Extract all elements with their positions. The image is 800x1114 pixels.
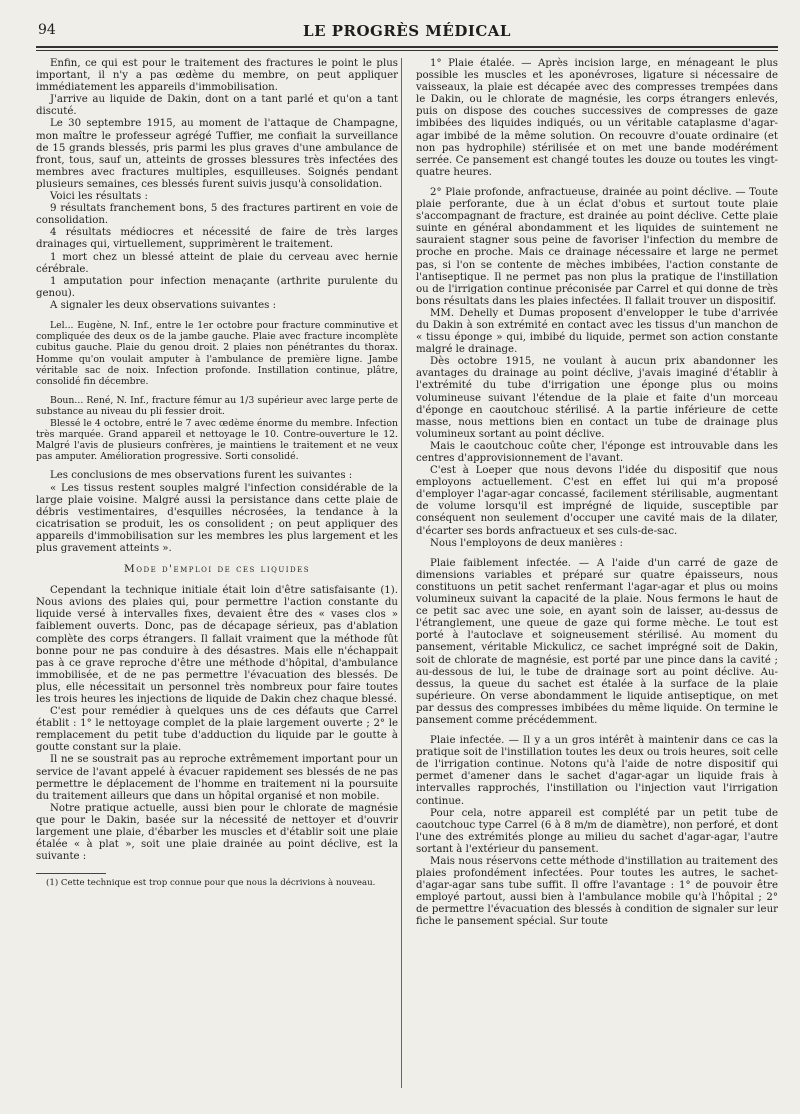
paragraph: A signaler les deux observations suivantes : bbox=[50, 299, 277, 311]
paragraph: Nous l'employons de deux manières : bbox=[430, 537, 623, 549]
column-divider bbox=[401, 58, 402, 1088]
journal-title: LE PROGRÈS MÉDICAL bbox=[303, 22, 511, 40]
paragraph: Plaie infectée. — Il y a un gros intérêt à maintenir dans ce cas la pratique soit de l'instillation toutes les deux ou trois heures, soit celle de l'irrigation continue. Notons qu'à l'aide de notre dispositif qui permet d'amener dans le sachet d'agar-agar un liquide frais à intervalles rapprochés, l'instillation ou l'injection vaut l'irrigation continue. bbox=[416, 735, 778, 807]
paragraph: 1 mort chez un blessé atteint de plaie du cerveau avec hernie cérébrale. bbox=[36, 251, 398, 275]
paragraph: 2° Plaie profonde, anfractueuse, drainée au point déclive. — Toute plaie perforante, due à un éclat d'obus et surtout toute plaie s'accompagnant de fracture, est drainée au point déclive. Cette plaie suinte en général abondamment et les liquides de suintement ne sauraient stagner sous peine de favoriser l'infection du membre de proche en proche. Mais ce drainage nécessaire et large ne permet pas, si l'on se contente de mèches imbibées, l'action constante de l'antiseptique. Il ne permet pas non plus la pratique de l'instillation ou de l'irrigation continue préconisée par Carrel et qui donne de très bons résultats dans les plaies infectées. Il fallait trouver un dispositif. bbox=[416, 186, 778, 307]
paragraph: Mais le caoutchouc coûte cher, l'éponge est introuvable dans les centres d'approvisionnement de l'avant. bbox=[416, 440, 778, 464]
footnote-rule bbox=[36, 873, 106, 874]
spacer bbox=[36, 387, 398, 395]
observation: Lel... Eugène, N. Inf., entre le 1er octobre pour fracture comminutive et compliquée des deux os de la jambe gauche. Plaie avec fracture incomplète cubitus gauche. Plaie du genou droit. 2 plaies non pénétrantes du thorax. Homme qu'on voulait amputer à l'ambulance de première ligne. Jambe véritable sac de noix. Infection profonde. Instillation continue, plâtre, consolidé fin décembre. bbox=[36, 319, 398, 387]
paragraph: J'arrive au liquide de Dakin, dont on a tant parlé et qu'on a tant discuté. bbox=[36, 94, 398, 118]
paragraph: Il ne se soustrait pas au reproche extrêmement important pour un service de l'avant appelé à évacuer rapidement ses blessés de ne pas permettre le déplacement de l'homme en traitement ni la poursuite du traitement ailleurs que dans un hôpital organisé et non mobile. bbox=[36, 754, 398, 802]
section-heading: Mode d'emploi de ces liquides bbox=[123, 563, 311, 576]
left-column bbox=[36, 58, 398, 889]
paragraph: Cependant la technique initiale était loin d'être satisfaisante (1). Nous avions des plaies qui, pour permettre l'action constante du liquide versé à intervalles fixes, devaient être des « vases clos » faiblement ouverts. Donc, pas de décapage sérieux, pas d'ablation complète des corps étrangers. Il fallait vraiment que la méthode fût bonne pour ne pas conduire à des désastres. Mais elle n'échappait pas à ce grave reproche d'être une méthode d'hôpital, d'ambulance immobilisée, et de ne pas permettre l'évacuation des blessés. De plus, elle nécessitait un personnel très nombreux pour faire toutes les trois heures les injections de liquide de Dakin chez chaque blessé. bbox=[36, 585, 398, 705]
paragraph: Voici les résultats : bbox=[50, 191, 148, 203]
paragraph: Enfin, ce qui est pour le traitement des fractures le point le plus important, il n'y a pas œdème du membre, on peut appliquer immédiatement les appareils d'immobilisation. bbox=[36, 58, 398, 94]
paragraph: Les conclusions de mes observations furent les suivantes : bbox=[50, 470, 353, 482]
paragraph: Dès octobre 1915, ne voulant à aucun prix abandonner les avantages du drainage au point déclive, j'avais imaginé d'établir à l'extrémité du tube d'irrigation une éponge plus ou moins volumineuse suivant l'étendue de la plaie et faite d'un morceau d'éponge en caoutchouc stérilisé. A la partie inférieure de cette masse, nous mettions bien en contact un tube de drainage plus volumineux sortant au point déclive. bbox=[416, 356, 778, 440]
spacer bbox=[416, 727, 778, 735]
page-number: 94 bbox=[38, 22, 56, 38]
paragraph: 4 résultats médiocres et nécessité de faire de très larges drainages qui, virtuellement, supprimèrent le traitement. bbox=[36, 227, 398, 251]
observation: Blessé le 4 octobre, entré le 7 avec œdème énorme du membre. Infection très marquée. Grand appareil et nettoyage le 10. Contre-ouverture le 12. Malgré l'avis de plusieurs confrères, je maintiens le traitement et ne veux pas amputer. Amélioration progressive. Sorti consolidé. bbox=[36, 417, 398, 463]
paragraph: 1 amputation pour infection menaçante (arthrite purulente du genou). bbox=[36, 275, 398, 299]
observations-block bbox=[36, 320, 398, 462]
paragraph: Le 30 septembre 1915, au moment de l'attaque de Champagne, mon maître le professeur agrégé Tuffier, me confiait la surveillance de 15 grands blessés, pris parmi les plus graves d'une ambulance de front, tous, sauf un, atteints de grosses blessures très infectées des membres avec fractures multiples, esquilleuses. Soignés pendant plusieurs semaines, ces blessés furent suivis jusqu'à consolidation. bbox=[36, 118, 398, 190]
spacer bbox=[36, 462, 398, 470]
paragraph: 9 résultats franchement bons, 5 des fractures partirent en voie de consolidation. bbox=[36, 203, 398, 227]
paragraph: C'est pour remédier à quelques uns de ces défauts que Carrel établit : 1° le nettoyage complet de la plaie largement ouverte ; 2° le remplacement du petit tube d'adduction du liquide par le goutte à goutte constant sur la plaie. bbox=[36, 706, 398, 754]
quotation: « Les tissus restent souples malgré l'infection considérable de la large plaie voisine. Malgré aussi la persistance dans cette plaie de débris vestimentaires, d'esquilles nécrosées, la tendance à la cicatrisation se produit, les os consolident ; on peut appliquer des appareils d'immobilisation sur les membres les plus largement et les plus gravement atteints ». bbox=[36, 482, 398, 554]
paragraph: Plaie faiblement infectée. — A l'aide d'un carré de gaze de dimensions variables et préparé sur quatre épaisseurs, nous constituons un petit sachet renfermant l'agar-agar et plus ou moins volumineux suivant la capacité de la plaie. Nous fermons le haut de ce petit sac avec une soie, en ayant soin de laisser, au-dessus de l'étranglement, une queue de gaze qui forme mèche. Le tout est porté à l'autoclave et soigneusement stérilisé. Au moment du pansement, véritable Mickulicz, ce sachet imprégné soit de Dakin, soit de chlorate de magnésie, est porté par une pince dans la cavité ; au-dessous de lui, le tube de drainage sort au point déclive. Au-dessus, la queue du sachet est étalée à la surface de la plaie supérieure. On verse abondamment le liquide antiseptique, on met par dessus des compresses imbibées du même liquide. On termine le pansement comme précédemment. bbox=[416, 557, 778, 726]
right-column bbox=[416, 58, 778, 929]
page-header bbox=[36, 22, 778, 46]
observation: Boun... René, N. Inf., fracture fémur au 1/3 supérieur avec large perte de substance au niveau du pli fessier droit. bbox=[36, 395, 398, 418]
paragraph: Notre pratique actuelle, aussi bien pour le chlorate de magnésie que pour le Dakin, basée sur la nécessité de nettoyer et d'ouvrir largement une plaie, d'ébarber les muscles et d'établir soit une plaie étalée « à plat », soit une plaie drainée au point déclive, est la suivante : bbox=[36, 802, 398, 863]
paragraph: MM. Dehelly et Dumas proposent d'envelopper le tube d'arrivée du Dakin à son extrémité en contact avec les tissus d'un manchon de « tissu éponge » qui, imbibé du liquide, permet son action constante malgré le drainage. bbox=[416, 307, 778, 356]
paragraph: 1° Plaie étalée. — Après incision large, en ménageant le plus possible les muscles et les aponévroses, ligature si nécessaire de vaisseaux, la plaie est décapée avec des compresses trempées dans le Dakin, ou le chlorate de magnésie, les corps étrangers enlevés, puis on dispose des couches successives de compresses de gaze imbibées des liquides indiqués, ou un véritable cataplasme d'agar-agar imbibé de la même solution. On recouvre d'ouate ordinaire (et non pas hydrophile) stérilisée et on met une bande modérément serrée. Ce pansement est changé toutes les douze ou toutes les vingt-quatre heures. bbox=[416, 58, 778, 178]
spacer bbox=[36, 312, 398, 320]
paragraph: Mais nous réservons cette méthode d'instillation au traitement des plaies profondément infectées. Pour toutes les autres, le sachet-d'agar-agar sans tube suffit. Il offre l'avantage : 1° de pouvoir être employé partout, aussi bien à l'ambulance mobile qu'à l'hôpital ; 2° de permettre l'évacuation des blessés à condition de signaler sur leur fiche le pansement spécial. Sur toute bbox=[416, 856, 778, 928]
spacer bbox=[416, 179, 778, 187]
footnote: (1) Cette technique est trop connue pour que nous la décrivions à nouveau. bbox=[46, 878, 376, 889]
spacer bbox=[416, 550, 778, 558]
paragraph: Pour cela, notre appareil est complété par un petit tube de caoutchouc type Carrel (6 à 8 m/m de diamètre), non perforé, et dont l'une des extrémités plonge au milieu du sachet d'agar-agar, l'autre sortant à l'extérieur du pansement. bbox=[416, 807, 778, 855]
paragraph: C'est à Loeper que nous devons l'idée du dispositif que nous employons actuellement. C'est en effet lui qui m'a proposé d'employer l'agar-agar concassé, facilement stérilisable, augmentant de volume lorsqu'il est imprégné de liquide, susceptible par conséquent non seulement d'occuper une cavité mais de la dilater, d'écarter ses bords anfractueux et ses culs-de-sac. bbox=[416, 465, 778, 537]
header-rule bbox=[36, 46, 778, 51]
